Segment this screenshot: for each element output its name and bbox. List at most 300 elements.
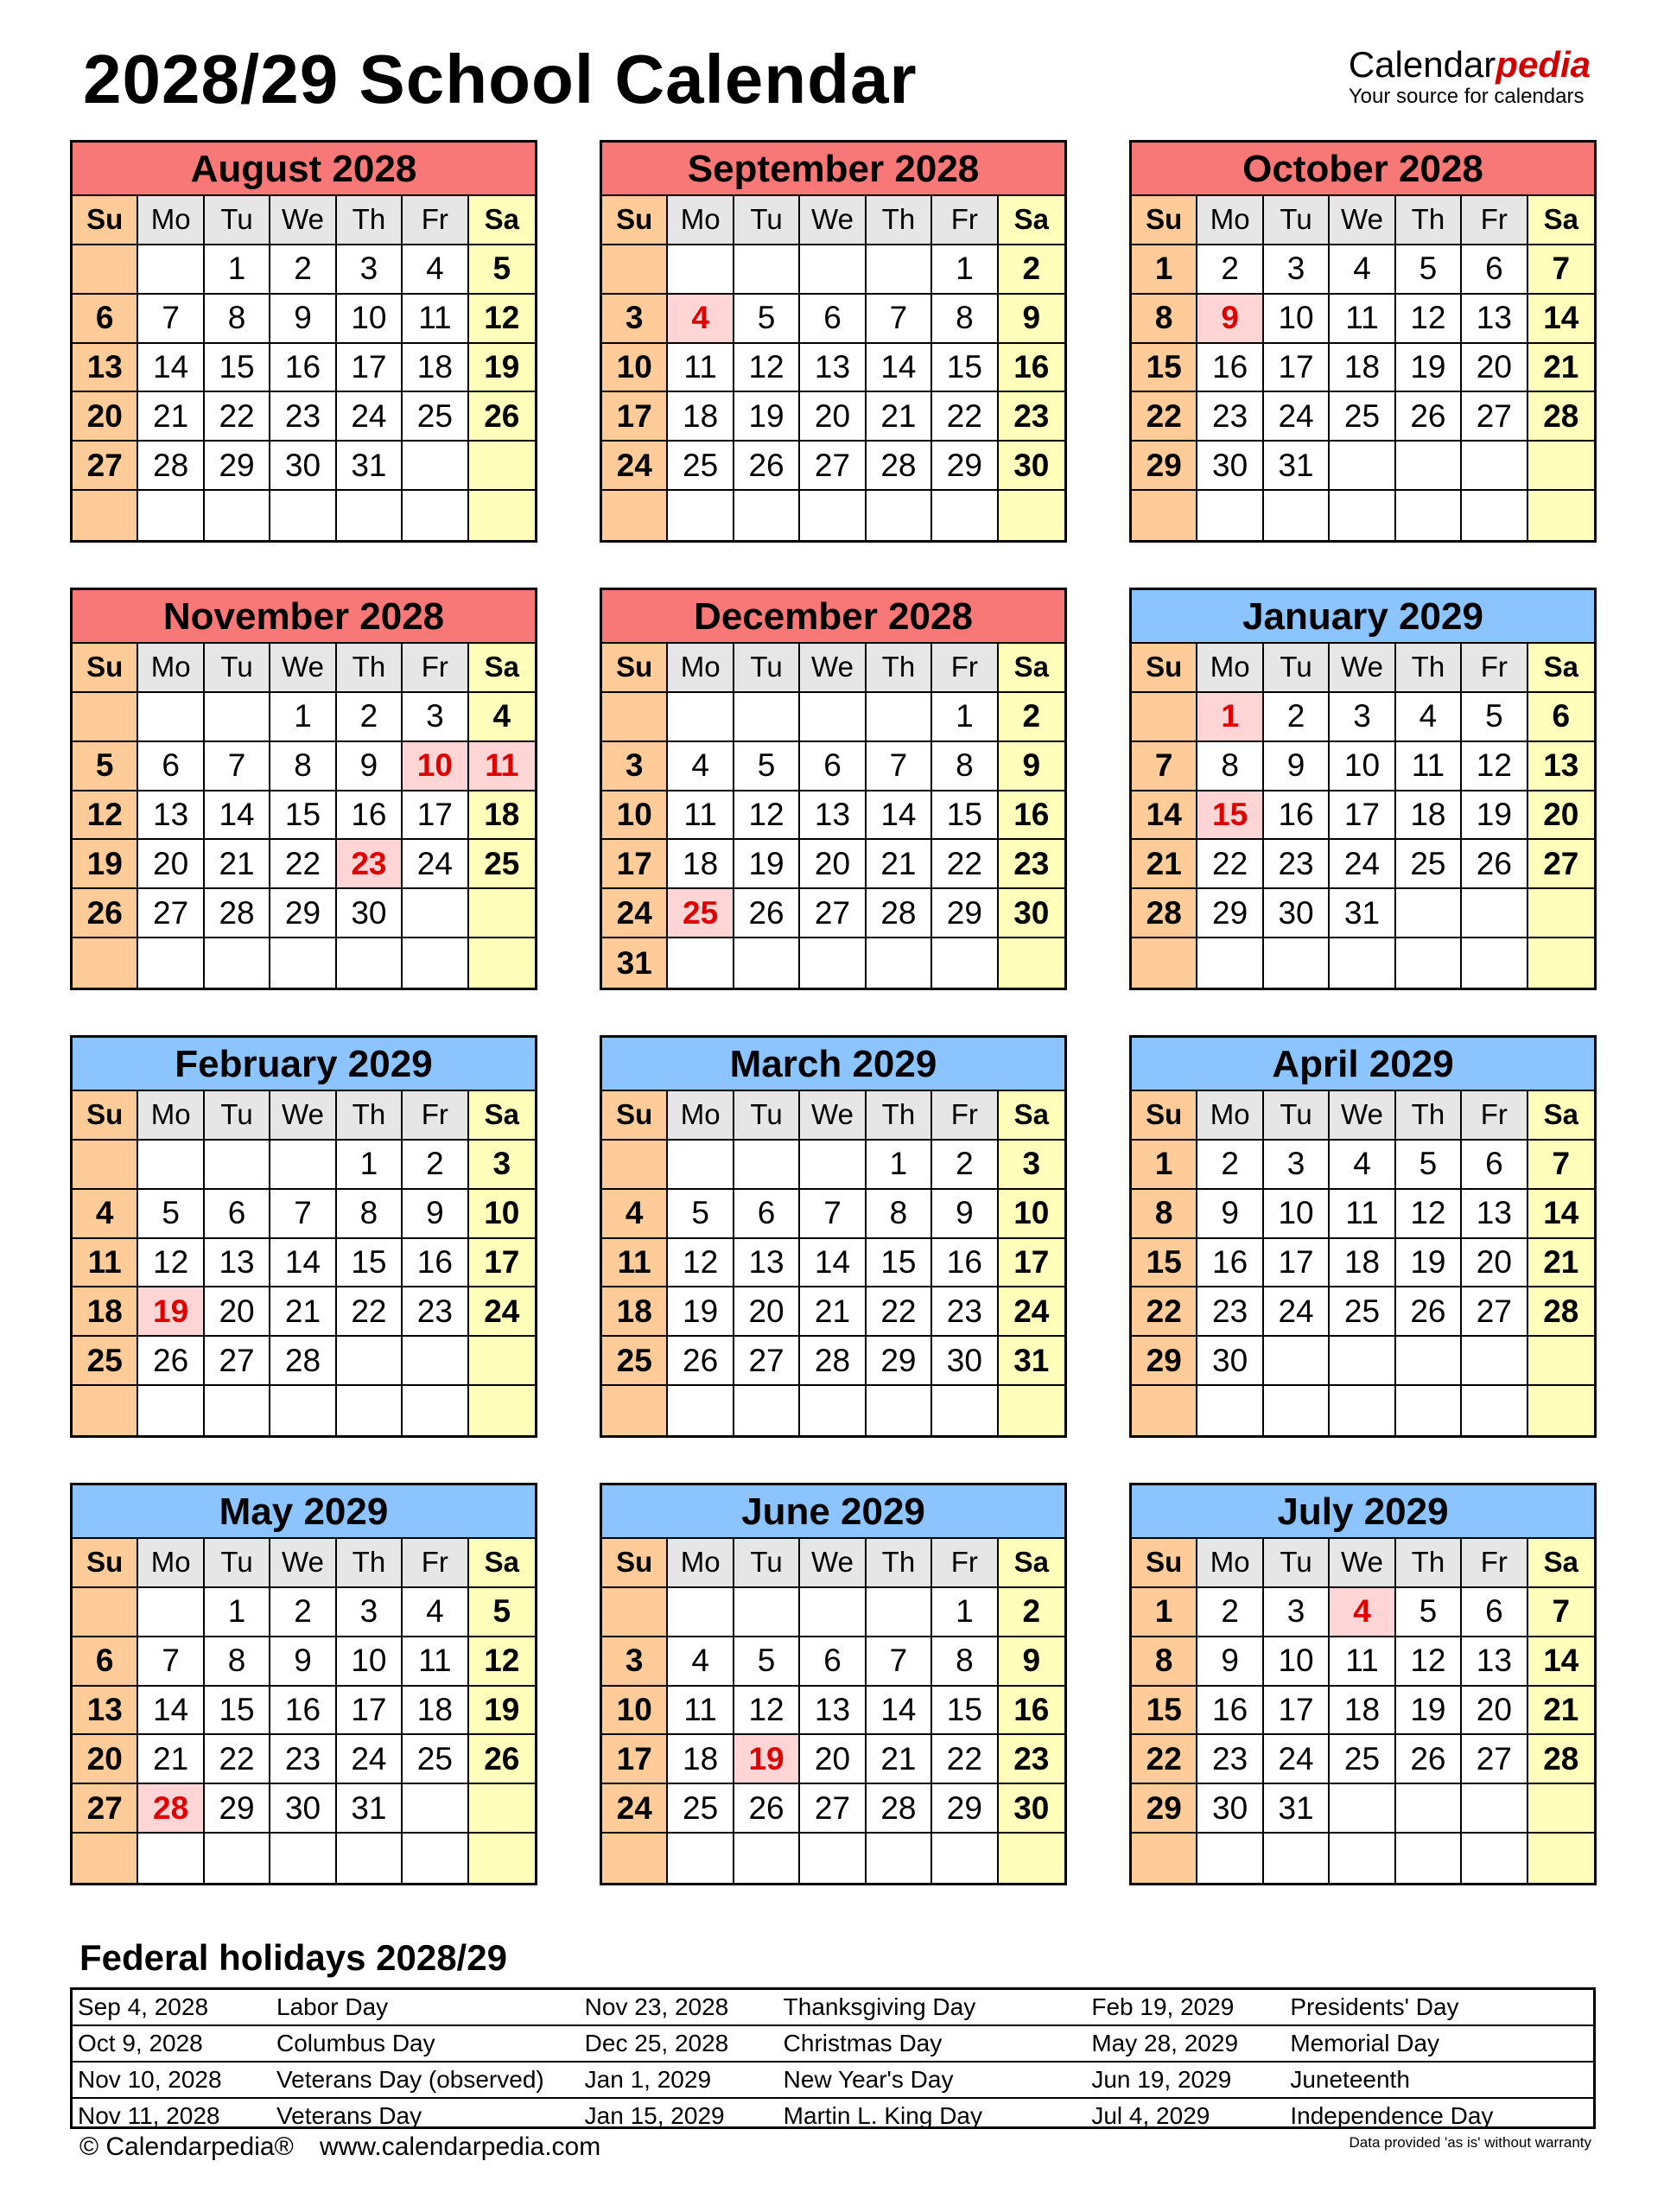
day-cell: 25 — [1330, 392, 1395, 442]
day-cell: 20 — [1528, 791, 1594, 841]
day-cell: 28 — [867, 1784, 932, 1834]
weekday-header: Tu — [1264, 1539, 1330, 1588]
empty-day-cell — [1528, 1337, 1594, 1386]
empty-day-cell — [73, 1588, 138, 1637]
day-cell: 20 — [800, 840, 866, 889]
day-cell: 8 — [932, 1637, 998, 1687]
empty-day-cell — [867, 693, 932, 742]
day-cell: 5 — [734, 295, 800, 344]
day-cell: 26 — [734, 1784, 800, 1834]
holiday-row — [73, 1990, 1593, 2026]
day-cell: 27 — [73, 1784, 138, 1834]
empty-day-cell — [403, 938, 468, 988]
day-cell: 12 — [1396, 295, 1462, 344]
month-day-grid — [602, 196, 1064, 540]
weekday-header: We — [800, 196, 866, 245]
weekday-header: Fr — [1462, 196, 1527, 245]
empty-day-cell — [734, 1141, 800, 1190]
day-cell: 22 — [1132, 1287, 1197, 1337]
weekday-header: Sa — [469, 1539, 535, 1588]
weekday-header: Th — [1396, 644, 1462, 693]
day-cell: 15 — [867, 1239, 932, 1288]
empty-day-cell — [668, 1386, 734, 1435]
weekday-header: Mo — [668, 644, 734, 693]
day-cell: 20 — [800, 1735, 866, 1784]
day-cell: 28 — [1528, 392, 1594, 442]
day-cell: 23 — [1197, 1287, 1263, 1337]
day-cell: 20 — [800, 392, 866, 442]
month-september-2028 — [600, 140, 1067, 543]
holiday-row — [73, 2026, 1593, 2063]
day-cell: 24 — [337, 1735, 403, 1784]
day-cell: 26 — [734, 442, 800, 491]
day-cell: 26 — [469, 392, 535, 442]
day-cell: 13 — [205, 1239, 270, 1288]
day-cell: 25 — [1396, 840, 1462, 889]
day-cell: 29 — [270, 889, 336, 938]
day-cell: 23 — [1264, 840, 1330, 889]
day-cell: 1 — [205, 1588, 270, 1637]
day-cell: 9 — [999, 742, 1064, 791]
empty-day-cell — [337, 1834, 403, 1883]
weekday-header: Th — [867, 1539, 932, 1588]
weekday-header: We — [1330, 1091, 1395, 1141]
day-cell: 15 — [1197, 791, 1263, 841]
empty-day-cell — [469, 1834, 535, 1883]
empty-day-cell — [1330, 442, 1395, 491]
day-cell: 12 — [734, 344, 800, 393]
day-cell: 19 — [734, 840, 800, 889]
day-cell: 21 — [867, 840, 932, 889]
day-cell: 6 — [73, 295, 138, 344]
holiday-name: Juneteenth — [1290, 2066, 1410, 2093]
day-cell: 6 — [800, 742, 866, 791]
day-cell: 29 — [932, 442, 998, 491]
day-cell: 4 — [668, 295, 734, 344]
empty-day-cell — [602, 1834, 668, 1883]
empty-day-cell — [1264, 491, 1330, 540]
day-cell: 31 — [999, 1337, 1064, 1386]
holiday-name: Veterans Day — [276, 2102, 422, 2129]
weekday-header: Su — [73, 1091, 138, 1141]
empty-day-cell — [337, 938, 403, 988]
empty-day-cell — [1396, 1784, 1462, 1834]
day-cell: 11 — [403, 295, 468, 344]
weekday-header: Fr — [1462, 1539, 1527, 1588]
day-cell: 8 — [932, 742, 998, 791]
day-cell: 21 — [270, 1287, 336, 1337]
empty-day-cell — [1462, 1386, 1527, 1435]
holiday-entry — [1086, 2066, 1593, 2094]
empty-day-cell — [1528, 889, 1594, 938]
day-cell: 18 — [602, 1287, 668, 1337]
empty-day-cell — [1197, 491, 1263, 540]
empty-day-cell — [73, 1386, 138, 1435]
empty-day-cell — [1528, 1834, 1594, 1883]
day-cell: 29 — [1132, 1784, 1197, 1834]
day-cell: 29 — [932, 889, 998, 938]
empty-day-cell — [469, 938, 535, 988]
day-cell: 3 — [337, 245, 403, 295]
day-cell: 19 — [734, 392, 800, 442]
empty-day-cell — [1132, 1834, 1197, 1883]
empty-day-cell — [337, 1337, 403, 1386]
empty-day-cell — [138, 1588, 204, 1637]
day-cell: 22 — [337, 1287, 403, 1337]
empty-day-cell — [602, 1588, 668, 1637]
day-cell: 22 — [1132, 392, 1197, 442]
day-cell: 26 — [1396, 1287, 1462, 1337]
month-january-2029 — [1129, 588, 1597, 990]
day-cell: 5 — [1462, 693, 1527, 742]
day-cell: 5 — [1396, 1588, 1462, 1637]
day-cell: 17 — [602, 392, 668, 442]
weekday-header: Th — [1396, 196, 1462, 245]
day-cell: 31 — [337, 442, 403, 491]
day-cell: 14 — [867, 791, 932, 841]
footer-url[interactable]: www.calendarpedia.com — [320, 2133, 601, 2161]
day-cell: 5 — [734, 1637, 800, 1687]
empty-day-cell — [999, 491, 1064, 540]
day-cell: 12 — [138, 1239, 204, 1288]
day-cell: 16 — [1197, 1687, 1263, 1736]
day-cell: 24 — [1264, 1735, 1330, 1784]
month-title: October 2028 — [1132, 143, 1594, 196]
day-cell: 28 — [138, 1784, 204, 1834]
empty-day-cell — [1132, 491, 1197, 540]
day-cell: 25 — [668, 889, 734, 938]
day-cell: 4 — [668, 1637, 734, 1687]
day-cell: 13 — [800, 344, 866, 393]
empty-day-cell — [469, 442, 535, 491]
day-cell: 30 — [1197, 1784, 1263, 1834]
day-cell: 9 — [403, 1190, 468, 1239]
empty-day-cell — [1330, 1386, 1395, 1435]
empty-day-cell — [337, 1386, 403, 1435]
day-cell: 13 — [734, 1239, 800, 1288]
day-cell: 1 — [270, 693, 336, 742]
day-cell: 9 — [999, 1637, 1064, 1687]
day-cell: 2 — [1197, 245, 1263, 295]
day-cell: 3 — [999, 1141, 1064, 1190]
day-cell: 14 — [867, 1687, 932, 1736]
weekday-header: Sa — [1528, 1539, 1594, 1588]
day-cell: 2 — [999, 245, 1064, 295]
month-day-grid — [73, 644, 535, 988]
holiday-date: Nov 10, 2028 — [78, 2066, 222, 2093]
weekday-header: Mo — [138, 1091, 204, 1141]
day-cell: 17 — [337, 1687, 403, 1736]
empty-day-cell — [1462, 889, 1527, 938]
month-day-grid — [1132, 644, 1594, 988]
month-day-grid — [602, 1539, 1064, 1883]
holiday-entry — [73, 2102, 580, 2130]
day-cell: 11 — [668, 344, 734, 393]
day-cell: 27 — [800, 889, 866, 938]
day-cell: 5 — [668, 1190, 734, 1239]
weekday-header: Fr — [932, 644, 998, 693]
day-cell: 9 — [337, 742, 403, 791]
day-cell: 27 — [1462, 1735, 1527, 1784]
day-cell: 22 — [205, 1735, 270, 1784]
day-cell: 14 — [205, 791, 270, 841]
weekday-header: Tu — [1264, 1091, 1330, 1141]
month-title: September 2028 — [602, 143, 1064, 196]
empty-day-cell — [602, 693, 668, 742]
holiday-entry — [580, 1993, 1087, 2021]
day-cell: 27 — [800, 442, 866, 491]
day-cell: 31 — [602, 938, 668, 988]
day-cell: 26 — [73, 889, 138, 938]
empty-day-cell — [800, 693, 866, 742]
day-cell: 13 — [138, 791, 204, 841]
day-cell: 8 — [867, 1190, 932, 1239]
day-cell: 7 — [867, 742, 932, 791]
day-cell: 15 — [932, 791, 998, 841]
day-cell: 9 — [1197, 295, 1263, 344]
empty-day-cell — [1197, 1386, 1263, 1435]
weekday-header: Sa — [1528, 1091, 1594, 1141]
empty-day-cell — [867, 1834, 932, 1883]
month-title: December 2028 — [602, 590, 1064, 644]
day-cell: 14 — [138, 1687, 204, 1736]
day-cell: 10 — [337, 295, 403, 344]
empty-day-cell — [337, 491, 403, 540]
day-cell: 16 — [932, 1239, 998, 1288]
day-cell: 31 — [1264, 442, 1330, 491]
empty-day-cell — [73, 693, 138, 742]
weekday-header: Sa — [469, 1091, 535, 1141]
weekday-header: Tu — [205, 196, 270, 245]
day-cell: 15 — [1132, 1239, 1197, 1288]
brand-tagline: Your source for calendars — [1348, 85, 1585, 108]
day-cell: 28 — [1528, 1287, 1594, 1337]
holiday-date: Sep 4, 2028 — [78, 1993, 209, 2020]
empty-day-cell — [270, 1141, 336, 1190]
holiday-date: Jan 15, 2029 — [584, 2102, 725, 2129]
day-cell: 13 — [1462, 295, 1527, 344]
weekday-header: Tu — [1264, 196, 1330, 245]
day-cell: 25 — [602, 1337, 668, 1386]
weekday-header: Mo — [1197, 1091, 1263, 1141]
weekday-header: Tu — [734, 1091, 800, 1141]
weekday-header: Th — [867, 644, 932, 693]
day-cell: 14 — [1528, 295, 1594, 344]
empty-day-cell — [138, 938, 204, 988]
day-cell: 7 — [867, 1637, 932, 1687]
weekday-header: Su — [1132, 196, 1197, 245]
day-cell: 15 — [932, 1687, 998, 1736]
day-cell: 2 — [1197, 1588, 1263, 1637]
day-cell: 6 — [800, 1637, 866, 1687]
empty-day-cell — [469, 1784, 535, 1834]
day-cell: 18 — [403, 344, 468, 393]
day-cell: 19 — [668, 1287, 734, 1337]
weekday-header: We — [800, 644, 866, 693]
weekday-header: Sa — [999, 644, 1064, 693]
empty-day-cell — [668, 1588, 734, 1637]
empty-day-cell — [1264, 938, 1330, 988]
empty-day-cell — [73, 1834, 138, 1883]
weekday-header: Th — [337, 1539, 403, 1588]
day-cell: 31 — [1264, 1784, 1330, 1834]
day-cell: 21 — [205, 840, 270, 889]
day-cell: 15 — [270, 791, 336, 841]
day-cell: 13 — [1528, 742, 1594, 791]
month-day-grid — [73, 1539, 535, 1883]
day-cell: 12 — [73, 791, 138, 841]
day-cell: 20 — [73, 392, 138, 442]
empty-day-cell — [1396, 1834, 1462, 1883]
weekday-header: Su — [73, 1539, 138, 1588]
day-cell: 10 — [602, 1687, 668, 1736]
day-cell: 24 — [1264, 1287, 1330, 1337]
holiday-date: Dec 25, 2028 — [584, 2030, 729, 2056]
day-cell: 26 — [668, 1337, 734, 1386]
day-cell: 8 — [1197, 742, 1263, 791]
day-cell: 18 — [1330, 344, 1395, 393]
month-day-grid — [1132, 196, 1594, 540]
holiday-date: May 28, 2029 — [1091, 2030, 1239, 2056]
day-cell: 16 — [1197, 1239, 1263, 1288]
empty-day-cell — [270, 491, 336, 540]
day-cell: 19 — [138, 1287, 204, 1337]
holiday-name: Martin L. King Day — [783, 2102, 982, 2129]
weekday-header: Th — [1396, 1091, 1462, 1141]
holiday-date: Jul 4, 2029 — [1091, 2102, 1210, 2129]
month-title: August 2028 — [73, 143, 535, 196]
empty-day-cell — [138, 1141, 204, 1190]
weekday-header: Su — [73, 196, 138, 245]
empty-day-cell — [1396, 491, 1462, 540]
day-cell: 7 — [867, 295, 932, 344]
day-cell: 30 — [1197, 1337, 1263, 1386]
weekday-header: Su — [602, 196, 668, 245]
day-cell: 4 — [668, 742, 734, 791]
day-cell: 15 — [205, 1687, 270, 1736]
day-cell: 18 — [1396, 791, 1462, 841]
empty-day-cell — [403, 442, 468, 491]
day-cell: 20 — [1462, 1687, 1527, 1736]
day-cell: 29 — [1132, 1337, 1197, 1386]
empty-day-cell — [867, 1588, 932, 1637]
footer-disclaimer: Data provided 'as is' without warranty — [1349, 2134, 1591, 2151]
weekday-header: Mo — [1197, 644, 1263, 693]
day-cell: 5 — [734, 742, 800, 791]
day-cell: 3 — [602, 1637, 668, 1687]
day-cell: 17 — [602, 840, 668, 889]
day-cell: 5 — [469, 1588, 535, 1637]
day-cell: 4 — [403, 1588, 468, 1637]
day-cell: 8 — [270, 742, 336, 791]
weekday-header: Su — [602, 1539, 668, 1588]
day-cell: 22 — [270, 840, 336, 889]
empty-day-cell — [668, 245, 734, 295]
empty-day-cell — [1528, 1784, 1594, 1834]
day-cell: 20 — [205, 1287, 270, 1337]
empty-day-cell — [469, 1386, 535, 1435]
month-december-2028 — [600, 588, 1067, 990]
empty-day-cell — [1396, 1337, 1462, 1386]
empty-day-cell — [1264, 1834, 1330, 1883]
day-cell: 18 — [403, 1687, 468, 1736]
weekday-header: Fr — [1462, 1091, 1527, 1141]
day-cell: 17 — [337, 344, 403, 393]
day-cell: 17 — [469, 1239, 535, 1288]
empty-day-cell — [602, 491, 668, 540]
weekday-header: Sa — [999, 1539, 1064, 1588]
empty-day-cell — [205, 1834, 270, 1883]
holiday-row — [73, 2063, 1593, 2099]
day-cell: 16 — [1264, 791, 1330, 841]
day-cell: 10 — [1264, 295, 1330, 344]
day-cell: 24 — [403, 840, 468, 889]
empty-day-cell — [1462, 1784, 1527, 1834]
day-cell: 16 — [999, 1687, 1064, 1736]
day-cell: 13 — [73, 1687, 138, 1736]
day-cell: 30 — [999, 1784, 1064, 1834]
weekday-header: Su — [1132, 1091, 1197, 1141]
day-cell: 11 — [668, 791, 734, 841]
day-cell: 6 — [73, 1637, 138, 1687]
empty-day-cell — [734, 693, 800, 742]
day-cell: 24 — [999, 1287, 1064, 1337]
holiday-name: Thanksgiving Day — [783, 1993, 976, 2020]
empty-day-cell — [1396, 938, 1462, 988]
empty-day-cell — [73, 245, 138, 295]
day-cell: 7 — [138, 295, 204, 344]
day-cell: 3 — [602, 295, 668, 344]
day-cell: 17 — [1264, 1687, 1330, 1736]
day-cell: 12 — [469, 1637, 535, 1687]
empty-day-cell — [800, 938, 866, 988]
empty-day-cell — [1396, 1386, 1462, 1435]
day-cell: 26 — [1462, 840, 1527, 889]
month-october-2028 — [1129, 140, 1597, 543]
day-cell: 22 — [1132, 1735, 1197, 1784]
day-cell: 6 — [1462, 245, 1527, 295]
day-cell: 2 — [999, 693, 1064, 742]
day-cell: 11 — [403, 1637, 468, 1687]
day-cell: 27 — [205, 1337, 270, 1386]
empty-day-cell — [602, 1386, 668, 1435]
month-day-grid — [1132, 1091, 1594, 1435]
day-cell: 30 — [270, 442, 336, 491]
day-cell: 28 — [867, 442, 932, 491]
month-title: July 2029 — [1132, 1485, 1594, 1539]
day-cell: 11 — [1330, 1190, 1395, 1239]
day-cell: 28 — [205, 889, 270, 938]
day-cell: 18 — [469, 791, 535, 841]
day-cell: 18 — [668, 392, 734, 442]
month-march-2029 — [600, 1035, 1067, 1438]
weekday-header: Sa — [1528, 196, 1594, 245]
day-cell: 21 — [1528, 1687, 1594, 1736]
day-cell: 4 — [1330, 1141, 1395, 1190]
day-cell: 29 — [932, 1784, 998, 1834]
day-cell: 19 — [734, 1735, 800, 1784]
day-cell: 20 — [73, 1735, 138, 1784]
day-cell: 21 — [1528, 1239, 1594, 1288]
empty-day-cell — [734, 245, 800, 295]
day-cell: 22 — [867, 1287, 932, 1337]
empty-day-cell — [138, 693, 204, 742]
day-cell: 12 — [469, 295, 535, 344]
month-title: March 2029 — [602, 1038, 1064, 1091]
day-cell: 13 — [800, 1687, 866, 1736]
month-day-grid — [602, 644, 1064, 988]
empty-day-cell — [800, 1588, 866, 1637]
